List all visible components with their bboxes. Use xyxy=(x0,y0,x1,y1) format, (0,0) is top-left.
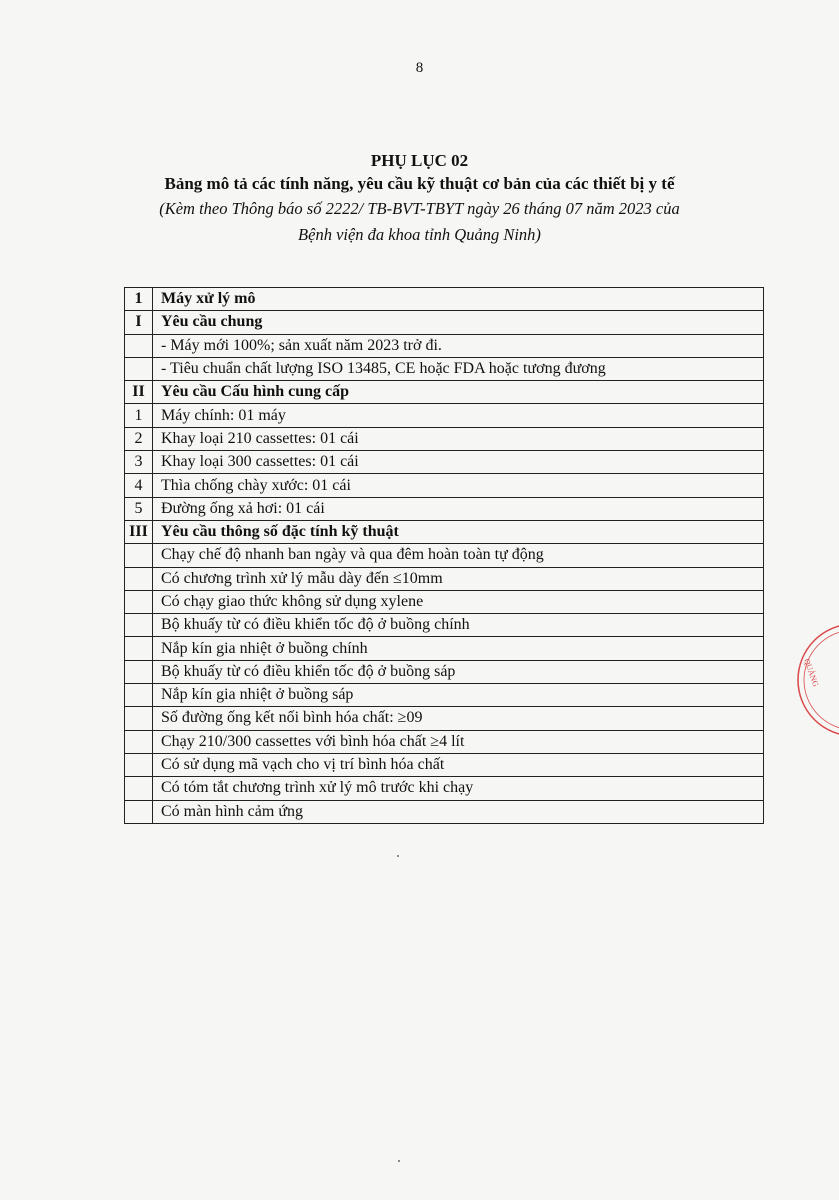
page-number: 8 xyxy=(415,60,424,76)
table-row xyxy=(125,800,764,823)
annex-subtitle: Bảng mô tả các tính năng, yêu cầu kỹ thuật cơ bản của các thiết bị y tế xyxy=(164,174,675,193)
row-number xyxy=(125,660,153,683)
row-description: Khay loại 210 cassettes: 01 cái xyxy=(153,427,764,450)
annex-title: PHỤ LỤC 02 xyxy=(370,151,469,170)
row-description: Có tóm tắt chương trình xử lý mô trước khi chạy xyxy=(153,777,764,800)
row-description: Yêu cầu thông số đặc tính kỹ thuật xyxy=(153,520,764,543)
row-description: Thìa chống chày xước: 01 cái xyxy=(153,474,764,497)
scan-speck xyxy=(397,855,399,857)
row-number: II xyxy=(125,381,153,404)
row-description: Khay loại 300 cassettes: 01 cái xyxy=(153,451,764,474)
table-row xyxy=(125,404,764,427)
table-row xyxy=(125,567,764,590)
row-description: Máy xử lý mô xyxy=(153,288,764,311)
row-number: 1 xyxy=(125,404,153,427)
table-row xyxy=(125,497,764,520)
row-description: Đường ống xả hơi: 01 cái xyxy=(153,497,764,520)
row-description: Chạy chế độ nhanh ban ngày và qua đêm hoàn toàn tự động xyxy=(153,544,764,567)
row-description: Có sử dụng mã vạch cho vị trí bình hóa chất xyxy=(153,753,764,776)
row-description: Số đường ống kết nối bình hóa chất: ≥09 xyxy=(153,707,764,730)
row-number: 1 xyxy=(125,288,153,311)
table-row xyxy=(125,451,764,474)
row-description: Chạy 210/300 cassettes với bình hóa chất ≥4 lít xyxy=(153,730,764,753)
table-row xyxy=(125,637,764,660)
red-seal-stamp xyxy=(784,620,839,740)
table-row xyxy=(125,311,764,334)
seal-text: QUẢNG xyxy=(802,657,821,688)
row-description: Nắp kín gia nhiệt ở buồng chính xyxy=(153,637,764,660)
row-number xyxy=(125,590,153,613)
row-number xyxy=(125,334,153,357)
table-row xyxy=(125,660,764,683)
table-row xyxy=(125,730,764,753)
table-row xyxy=(125,334,764,357)
row-number xyxy=(125,637,153,660)
row-number xyxy=(125,777,153,800)
row-description: Yêu cầu chung xyxy=(153,311,764,334)
attachment-note-line-2: Bệnh viện đa khoa tỉnh Quảng Ninh) xyxy=(298,225,541,244)
row-number xyxy=(125,544,153,567)
table-row xyxy=(125,381,764,404)
specification-table xyxy=(124,287,764,824)
row-description: Có chạy giao thức không sử dụng xylene xyxy=(153,590,764,613)
row-description: Nắp kín gia nhiệt ở buồng sáp xyxy=(153,684,764,707)
row-number xyxy=(125,800,153,823)
table-row xyxy=(125,684,764,707)
row-number xyxy=(125,614,153,637)
table-row xyxy=(125,707,764,730)
row-number: 5 xyxy=(125,497,153,520)
row-description: Máy chính: 01 máy xyxy=(153,404,764,427)
row-description: - Máy mới 100%; sản xuất năm 2023 trở đi. xyxy=(153,334,764,357)
row-number xyxy=(125,707,153,730)
row-description: Có chương trình xử lý mẫu dày đến ≤10mm xyxy=(153,567,764,590)
document-heading xyxy=(0,150,839,248)
row-number: I xyxy=(125,311,153,334)
row-number xyxy=(125,730,153,753)
row-description: Bộ khuấy từ có điều khiển tốc độ ở buồng sáp xyxy=(153,660,764,683)
table-row xyxy=(125,544,764,567)
row-number: III xyxy=(125,520,153,543)
table-row xyxy=(125,520,764,543)
table-row xyxy=(125,777,764,800)
table-row xyxy=(125,614,764,637)
table-row xyxy=(125,474,764,497)
table-row xyxy=(125,427,764,450)
row-number xyxy=(125,567,153,590)
row-description: Có màn hình cảm ứng xyxy=(153,800,764,823)
table-row xyxy=(125,753,764,776)
scan-speck xyxy=(398,1160,400,1162)
row-number: 2 xyxy=(125,427,153,450)
row-number: 4 xyxy=(125,474,153,497)
row-description: Bộ khuấy từ có điều khiển tốc độ ở buồng chính xyxy=(153,614,764,637)
row-number xyxy=(125,357,153,380)
table-row xyxy=(125,590,764,613)
table-row xyxy=(125,288,764,311)
row-number xyxy=(125,753,153,776)
row-number xyxy=(125,684,153,707)
row-description: - Tiêu chuẩn chất lượng ISO 13485, CE hoặc FDA hoặc tương đương xyxy=(153,357,764,380)
table-row xyxy=(125,357,764,380)
row-number: 3 xyxy=(125,451,153,474)
attachment-note-line-1: (Kèm theo Thông báo số 2222/ TB-BVT-TBYT ngày 26 tháng 07 năm 2023 của xyxy=(159,199,680,218)
row-description: Yêu cầu Cấu hình cung cấp xyxy=(153,381,764,404)
